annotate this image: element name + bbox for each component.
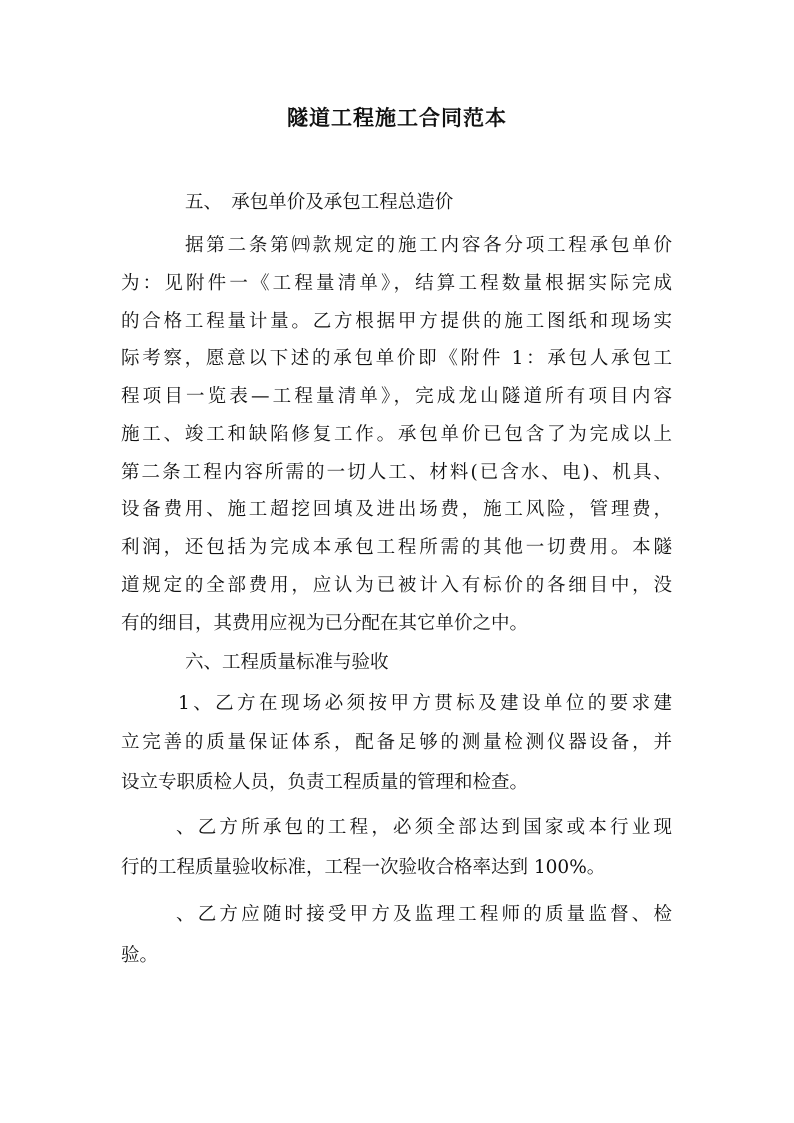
paragraph-line: 有的细目，其费用应视为已分配在其它单价之中。: [121, 613, 529, 634]
paragraph-line: 的合格工程量计量。乙方根据甲方提供的施工图纸和现场实: [121, 311, 672, 332]
paragraph-line: 行的工程质量验收标准，工程一次验收合格率达到 100%。: [121, 857, 606, 878]
document-title: 隧道工程施工合同范本: [287, 105, 507, 130]
paragraph-line: 验。: [121, 945, 159, 966]
paragraph-line: 程项目一览表—工程量清单》，完成龙山隧道所有项目内容: [121, 386, 672, 407]
paragraph-line: 设立专职质检人员，负责工程质量的管理和检查。: [121, 772, 529, 793]
paragraph-line: 据第二条第㈣款规定的施工内容各分项工程承包单价: [185, 235, 672, 256]
paragraph-line: 第二条工程内容所需的一切人工、材料(已含水、电)、机具、: [121, 462, 672, 483]
paragraph-line: 际考察，愿意以下述的承包单价即《附件 1：承包人承包工: [121, 348, 672, 369]
paragraph-line: 、乙方所承包的工程，必须全部达到国家或本行业现: [176, 817, 672, 838]
paragraph-line: 施工、竣工和缺陷修复工作。承包单价已包含了为完成以上: [121, 424, 672, 445]
paragraph-line: 、乙方应随时接受甲方及监理工程师的质量监督、检: [176, 904, 672, 925]
section-heading-6: 六、工程质量标准与验收: [185, 652, 389, 673]
paragraph-line: 道规定的全部费用，应认为已被计入有标价的各细目中，没: [121, 575, 672, 596]
paragraph-line: 1、乙方在现场必须按甲方贯标及建设单位的要求建: [178, 693, 672, 714]
paragraph-line: 利润，还包括为完成本承包工程所需的其他一切费用。本隧: [121, 537, 672, 558]
section-heading-5: 五、 承包单价及承包工程总造价: [185, 192, 454, 213]
paragraph-line: 设备费用、施工超挖回填及进出场费，施工风险，管理费，: [121, 499, 672, 520]
paragraph-line: 为：见附件一《工程量清单》，结算工程数量根据实际完成: [121, 273, 672, 294]
paragraph-line: 立完善的质量保证体系，配备足够的测量检测仪器设备，并: [121, 732, 672, 753]
